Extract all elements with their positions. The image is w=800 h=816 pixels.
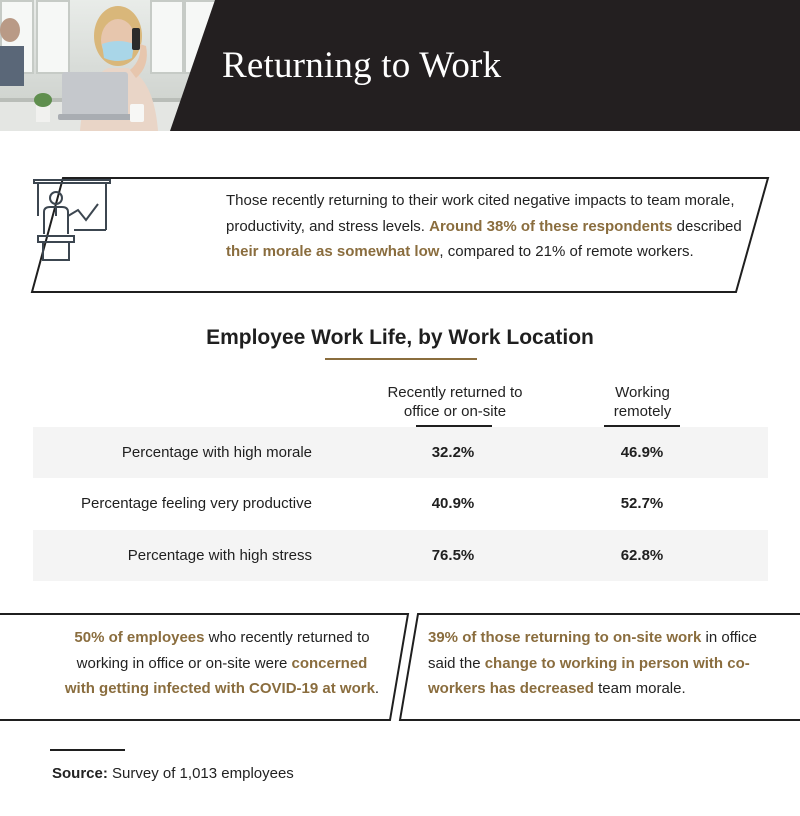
- title-underline: [325, 358, 477, 360]
- highlighted-text: change to working in person with co-workers has decreased: [428, 654, 750, 697]
- row-value-remote: 52.7%: [620, 495, 664, 512]
- body-text: described: [672, 217, 742, 235]
- body-text: Those recently returning to their work cited negative impacts to team morale, productivity, and stress levels.: [226, 192, 735, 235]
- fact-box-infection: [0, 612, 412, 722]
- woman-with-mask-on-phone-photo: [0, 0, 215, 131]
- source-divider: [50, 749, 125, 751]
- fact-box-morale: [398, 612, 800, 722]
- table-title: Employee Work Life, by Work Location: [206, 326, 594, 349]
- row-label: Percentage feeling very productive: [81, 495, 312, 512]
- highlighted-text: 39% of those returning to on-site work: [428, 629, 702, 646]
- body-text: who recently returned to working in office or on-site were: [76, 629, 370, 672]
- highlighted-text: their morale as somewhat low: [226, 243, 440, 260]
- body-text: , compared to 21% of remote workers.: [439, 243, 694, 260]
- body-text: team morale.: [593, 680, 686, 697]
- body-text: in office said the: [428, 629, 757, 672]
- fact-text-morale: [428, 625, 768, 702]
- row-value-remote: 62.8%: [620, 547, 664, 564]
- row-value-remote: 46.9%: [620, 444, 664, 461]
- body-text: .: [374, 680, 380, 697]
- row-value-returned: 40.9%: [431, 495, 475, 512]
- highlighted-text: Around 38% of these respondents: [429, 217, 673, 235]
- column-header-remote: Working remotely: [613, 384, 672, 420]
- callout-text: [226, 188, 756, 265]
- fact-text-infection: [62, 625, 382, 702]
- table-row: [33, 530, 768, 581]
- row-value-returned: 76.5%: [431, 547, 475, 564]
- row-value-returned: 32.2%: [431, 444, 475, 461]
- table-row: [33, 427, 768, 478]
- row-label: Percentage with high stress: [127, 547, 312, 564]
- table-row: [33, 478, 768, 529]
- highlighted-text: 50% of employees: [74, 629, 205, 646]
- intro-callout: [30, 176, 770, 294]
- source-label: Source:: [52, 765, 108, 782]
- source-note: [52, 765, 294, 782]
- highlighted-text: concerned with getting infected with COVID-19 at work: [64, 654, 375, 697]
- column-header-returned: Recently returned to office or on-site: [387, 384, 523, 420]
- header-banner: [0, 0, 800, 131]
- presenter-icon: [30, 176, 114, 266]
- row-label: Percentage with high morale: [121, 444, 312, 461]
- source-text: Survey of 1,013 employees: [107, 765, 294, 782]
- page-title: Returning to Work: [222, 45, 502, 86]
